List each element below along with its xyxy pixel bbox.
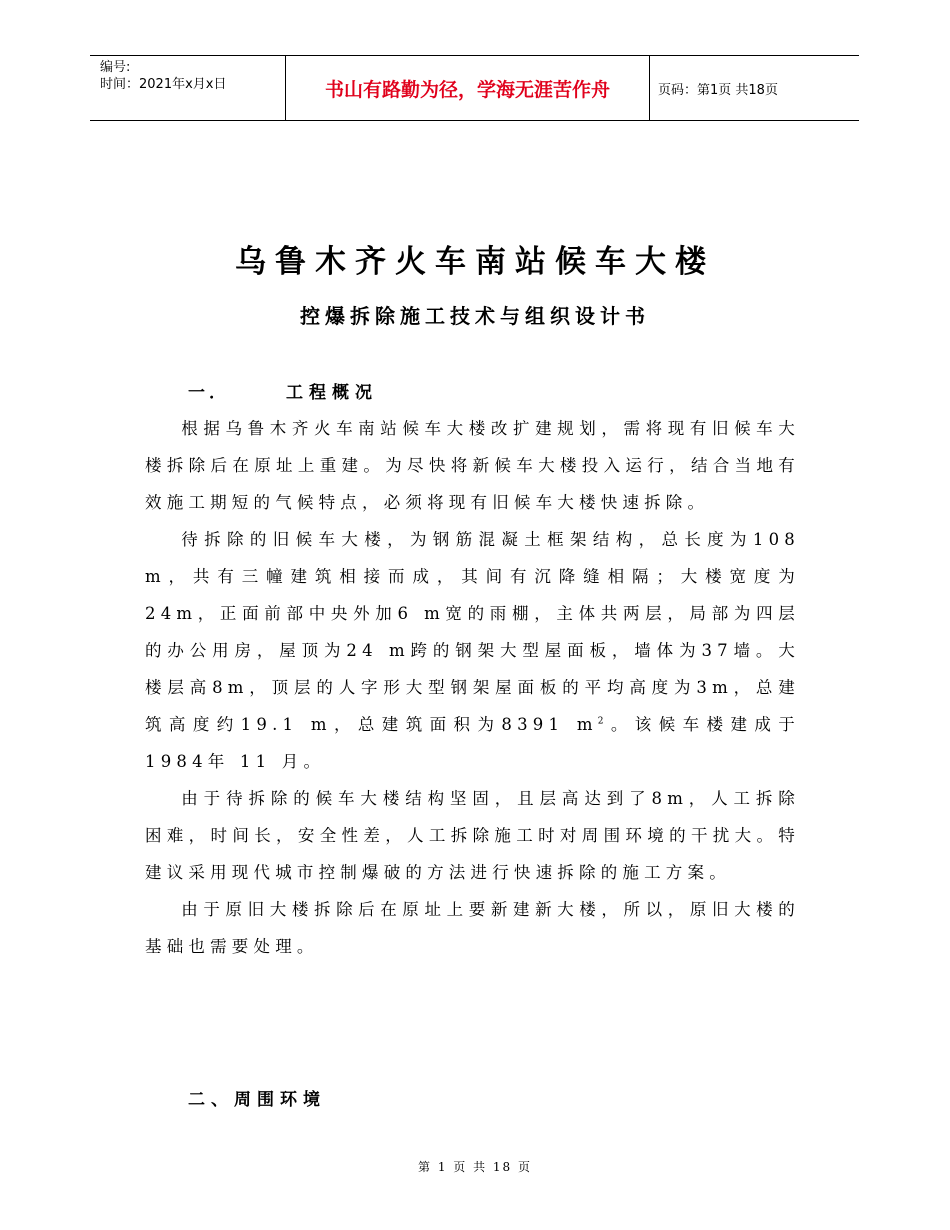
paragraph-3: 由于待拆除的候车大楼结构坚固，且层高达到了8m，人工拆除困难，时间长，安全性差，人工拆除施工时对周围环境的干扰大。特建议采用现代城市控制爆破的方法进行快速拆除的施工方案。 (145, 789, 800, 882)
paragraph-1: 根据乌鲁木齐火车南站候车大楼改扩建规划，需将现有旧候车大楼拆除后在原址上重建。为尽快将新候车大楼投入运行，结合当地有效施工期短的气候特点，必须将现有旧候车大楼快速拆除。 (145, 419, 800, 512)
header-motto: 书山有路勤为径，学海无涯苦作舟 (286, 56, 650, 120)
superscript-2: 2 (597, 716, 609, 727)
page-header (90, 55, 859, 121)
paragraph-4: 由于原旧大楼拆除后在原址上要新建新大楼，所以，原旧大楼的基础也需要处理。 (145, 900, 800, 956)
section-1-title: 工程概况 (286, 383, 378, 403)
section-1-number: 一． (188, 383, 230, 403)
header-page-info: 页码：第1页 共18页 (658, 82, 778, 98)
page-footer: 第 1 页 共 18 页 (418, 1160, 532, 1174)
document-subtitle: 控爆拆除施工技术与组织设计书 (300, 304, 650, 328)
date-label: 时间：2021年x月x日 (100, 77, 227, 92)
document-title: 乌鲁木齐火车南站候车大楼 (235, 244, 715, 280)
paragraph-2 (145, 521, 800, 780)
paragraph-2-part-b: 。该候车楼建成于1984年 11 月。 (145, 715, 800, 771)
paragraph-2-part-a: 待拆除的旧候车大楼，为钢筋混凝土框架结构，总长度为108 m，共有三幢建筑相接而成，其间有沉降缝相隔；大楼宽度为24m，正面前部中央外加6 m宽的雨棚，主体共两层，局部为四层的办公用房，屋顶为24 m跨的钢架大型屋面板，墙体为37墙。大楼层高8m，顶层的人字形大型钢架屋面板的平均高度为3m，总建筑高度约19.1 m，总建筑面积为8391 m (145, 530, 800, 734)
section-2-title: 二、周围环境 (188, 1090, 326, 1110)
header-meta (90, 56, 286, 120)
document-body (145, 410, 800, 965)
doc-number-label: 编号: (100, 60, 131, 75)
